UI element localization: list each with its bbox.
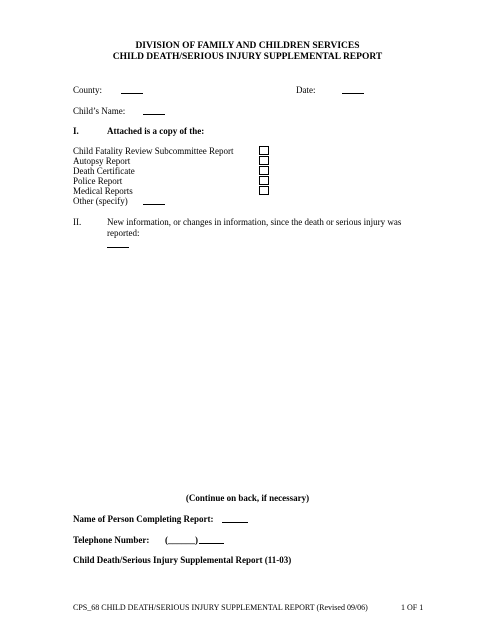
checkbox-medical-reports[interactable] xyxy=(259,186,269,195)
form-id: CPS_68 CHILD DEATH/SERIOUS INJURY SUPPLEMENTAL REPORT (Revised 09/06) xyxy=(73,603,368,612)
continue-note: (Continue on back, if necessary) xyxy=(185,493,310,503)
checkbox-autopsy[interactable] xyxy=(259,156,269,165)
person-completing-label: Name of Person Completing Report: xyxy=(73,514,214,524)
list-item-medical-reports: Medical Reports xyxy=(73,186,133,196)
section-2-text-line-2: reported: xyxy=(107,228,140,238)
childs-name-blank[interactable] xyxy=(143,106,165,115)
section-1-number: I. xyxy=(73,126,79,136)
checkbox-death-certificate[interactable] xyxy=(259,166,269,175)
other-specify-blank[interactable] xyxy=(143,196,165,205)
list-item-police-report: Police Report xyxy=(73,176,123,186)
person-completing-blank[interactable] xyxy=(222,514,248,523)
checkbox-fatality-review[interactable] xyxy=(259,146,269,155)
date-blank[interactable] xyxy=(342,85,364,94)
list-item-other: Other (specify) xyxy=(73,196,128,206)
list-item-death-certificate: Death Certificate xyxy=(73,166,135,176)
header-line-2: CHILD DEATH/SERIOUS INJURY SUPPLEMENTAL REPORT xyxy=(112,52,383,62)
new-information-blank[interactable] xyxy=(107,239,129,248)
date-label: Date: xyxy=(296,85,316,95)
section-2-number: II. xyxy=(73,217,82,227)
header-line-1: DIVISION OF FAMILY AND CHILDREN SERVICES xyxy=(135,41,360,51)
county-blank[interactable] xyxy=(121,85,143,94)
section-1-title: Attached is a copy of the: xyxy=(107,126,205,136)
county-label: County: xyxy=(73,85,103,95)
report-title: Child Death/Serious Injury Supplemental Report (11-03) xyxy=(73,555,292,565)
telephone-label: Telephone Number: xyxy=(73,535,150,545)
checkbox-police-report[interactable] xyxy=(259,176,269,185)
page-number: 1 OF 1 xyxy=(401,603,424,612)
telephone-area-code[interactable]: (______) xyxy=(165,535,198,545)
list-item-autopsy: Autopsy Report xyxy=(73,156,131,166)
childs-name-label: Child’s Name: xyxy=(73,106,126,116)
section-2-text-line-1: New information, or changes in information, since the death or serious injury was xyxy=(107,217,402,227)
telephone-number-blank[interactable] xyxy=(199,535,224,544)
list-item-fatality-review: Child Fatality Review Subcommittee Report xyxy=(73,146,234,156)
